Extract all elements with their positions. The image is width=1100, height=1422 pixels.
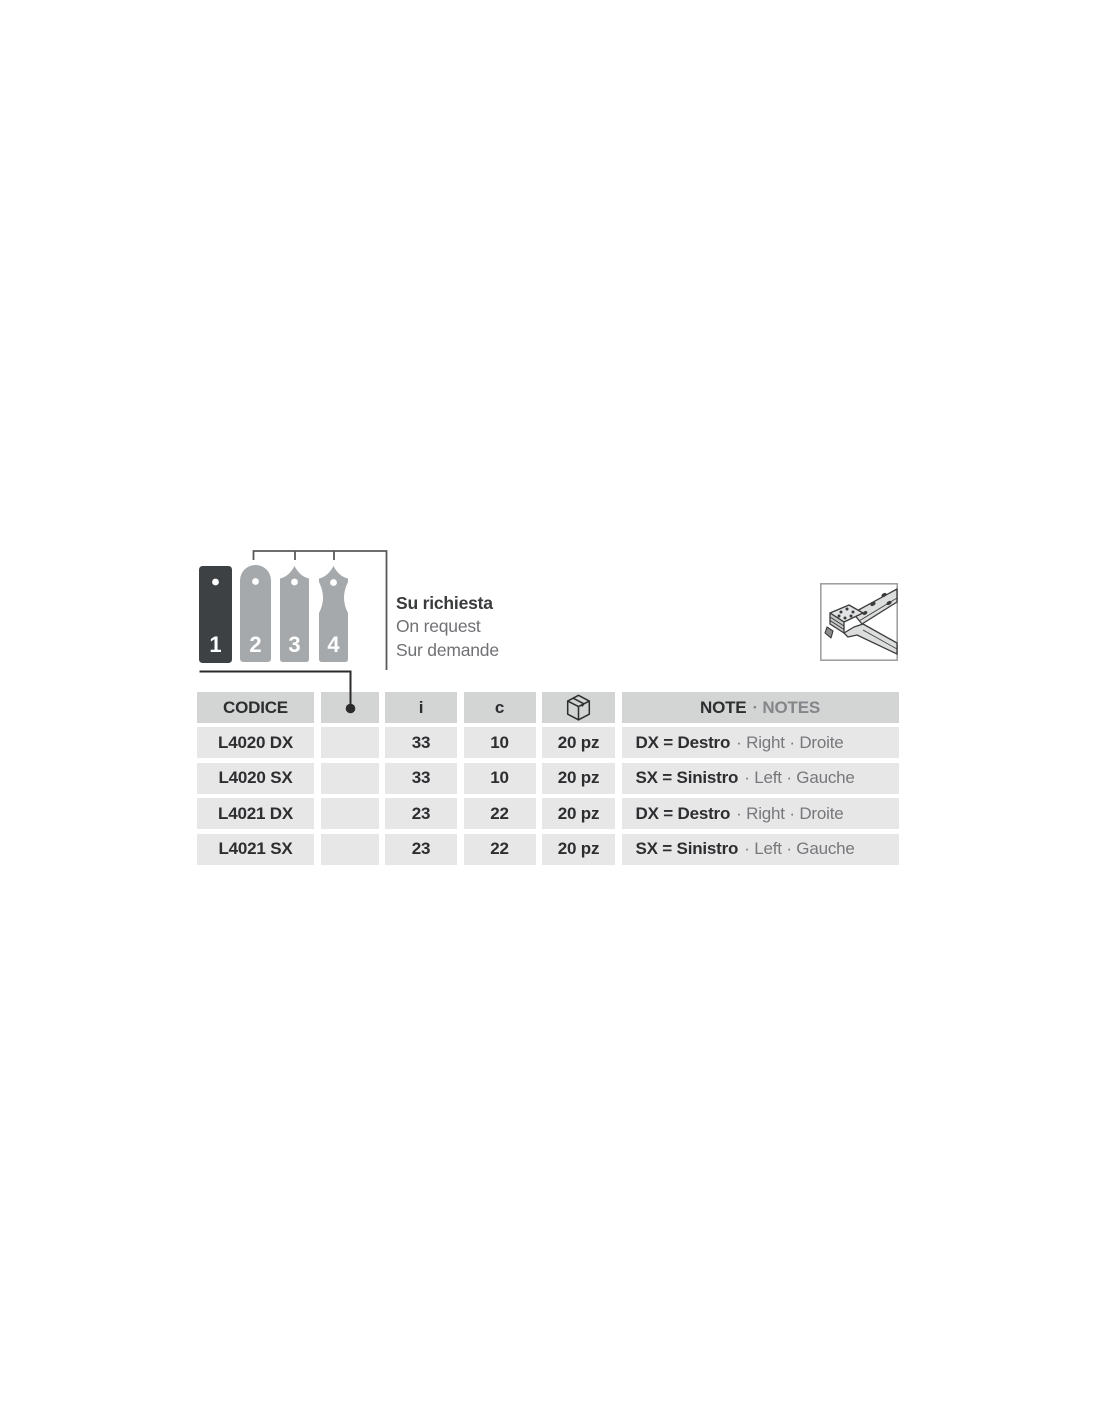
fixing-hole-dot [291,579,298,586]
header-package-cell [542,692,615,723]
row-c-value: 10 [464,763,536,794]
availability-italian: Su richiesta [396,593,493,613]
package-box-icon [566,694,591,721]
fixing-hole-dot [212,579,219,586]
row-code: L4020 SX [197,763,314,794]
row-i-value: 33 [385,763,457,794]
row-code: L4021 DX [197,798,314,829]
header-note-secondary: · NOTES [752,697,820,717]
header-codice: CODICE [197,692,314,723]
row-pack-value: 20 pz [542,727,615,758]
availability-text-block [396,592,499,662]
fixing-hole-dot [330,579,337,586]
note-secondary: · Left · Gauche [744,768,855,788]
variant-1-number: 1 [209,632,222,657]
row-variant-cell [321,834,379,865]
note-secondary: · Left · Gauche [744,839,855,859]
note-primary: SX = Sinistro [635,768,739,788]
row-pack-value: 20 pz [542,763,615,794]
header-note-primary: NOTE [700,697,747,717]
note-secondary: · Right · Droite [736,732,844,752]
row-c-value: 10 [464,727,536,758]
row-i-value: 23 [385,834,457,865]
note-primary: DX = Destro [635,803,731,823]
row-pack-value: 20 pz [542,798,615,829]
product-table [197,692,899,865]
row-note [622,763,899,794]
variant-2-number: 2 [249,632,262,657]
note-primary: SX = Sinistro [635,839,739,859]
row-variant-cell [321,798,379,829]
row-c-value: 22 [464,834,536,865]
header-variant-dot-cell [321,692,379,723]
row-note [622,834,899,865]
header-c: c [464,692,536,723]
header-i: i [385,692,457,723]
row-note [622,727,899,758]
row-code: L4021 SX [197,834,314,865]
corner-drive-bracket-illustration [820,583,898,661]
row-i-value: 23 [385,798,457,829]
fixing-hole-dot [252,578,259,585]
row-variant-cell [321,727,379,758]
availability-french: Sur demande [396,639,499,660]
row-code: L4020 DX [197,727,314,758]
variant-4-number: 4 [327,632,340,657]
row-pack-value: 20 pz [542,834,615,865]
row-variant-cell [321,763,379,794]
variant-3-number: 3 [288,632,301,657]
row-i-value: 33 [385,727,457,758]
row-note [622,798,899,829]
note-secondary: · Right · Droite [736,803,844,823]
row-c-value: 22 [464,798,536,829]
note-primary: DX = Destro [635,732,731,752]
availability-english: On request [396,616,481,637]
header-note [622,692,899,723]
